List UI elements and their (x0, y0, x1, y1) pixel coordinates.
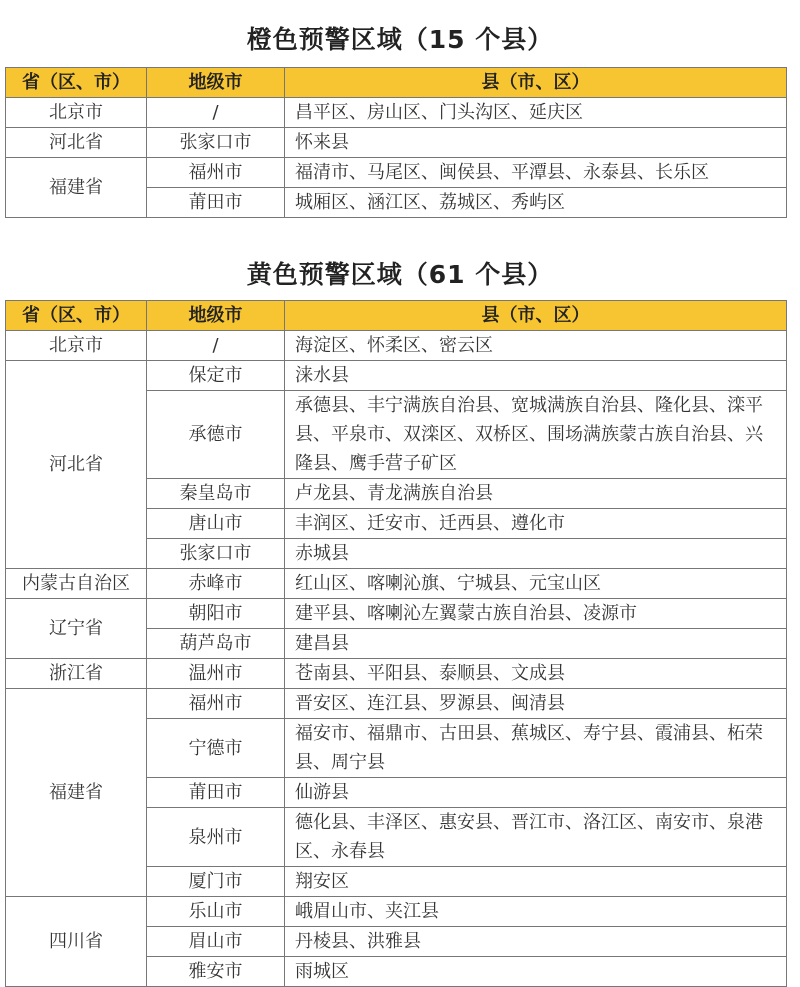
city-cell: 朝阳市 (147, 599, 285, 629)
table-row (6, 361, 787, 391)
counties-cell: 承德县、丰宁满族自治县、宽城满族自治县、隆化县、滦平县、平泉市、双滦区、双桥区、围场满族蒙古族自治县、兴隆县、鹰手营子矿区 (285, 391, 787, 479)
city-cell: 眉山市 (147, 927, 285, 957)
city-cell: 葫芦岛市 (147, 629, 285, 659)
counties-cell: 福清市、马尾区、闽侯县、平潭县、永泰县、长乐区 (285, 158, 787, 188)
table-header-row (6, 301, 787, 331)
province-cell: 辽宁省 (6, 599, 147, 659)
city-cell: 秦皇岛市 (147, 479, 285, 509)
table-row (6, 98, 787, 128)
header-counties: 县（市、区） (285, 68, 787, 98)
header-counties: 县（市、区） (285, 301, 787, 331)
province-cell: 北京市 (6, 98, 147, 128)
table-row (6, 897, 787, 927)
counties-cell: 福安市、福鼎市、古田县、蕉城区、寿宁县、霞浦县、柘荣县、周宁县 (285, 719, 787, 778)
yellow-warning-table (5, 300, 787, 987)
counties-cell: 建平县、喀喇沁左翼蒙古族自治县、凌源市 (285, 599, 787, 629)
counties-cell: 海淀区、怀柔区、密云区 (285, 331, 787, 361)
city-cell: 厦门市 (147, 867, 285, 897)
city-cell: / (147, 331, 285, 361)
header-city: 地级市 (147, 301, 285, 331)
city-cell: 唐山市 (147, 509, 285, 539)
counties-cell: 赤城县 (285, 539, 787, 569)
counties-cell: 德化县、丰泽区、惠安县、晋江市、洛江区、南安市、泉港区、永春县 (285, 808, 787, 867)
city-cell: 泉州市 (147, 808, 285, 867)
counties-cell: 怀来县 (285, 128, 787, 158)
city-cell: 张家口市 (147, 539, 285, 569)
counties-cell: 昌平区、房山区、门头沟区、延庆区 (285, 98, 787, 128)
counties-cell: 建昌县 (285, 629, 787, 659)
orange-warning-title: 橙色预警区域（15 个县） (246, 25, 554, 54)
counties-cell: 丰润区、迁安市、迁西县、遵化市 (285, 509, 787, 539)
city-cell: 乐山市 (147, 897, 285, 927)
city-cell: 张家口市 (147, 128, 285, 158)
counties-cell: 红山区、喀喇沁旗、宁城县、元宝山区 (285, 569, 787, 599)
counties-cell: 丹棱县、洪雅县 (285, 927, 787, 957)
counties-cell: 翔安区 (285, 867, 787, 897)
header-city: 地级市 (147, 68, 285, 98)
counties-cell: 城厢区、涵江区、荔城区、秀屿区 (285, 188, 787, 218)
city-cell: 莆田市 (147, 188, 285, 218)
city-cell: 莆田市 (147, 778, 285, 808)
province-cell: 内蒙古自治区 (6, 569, 147, 599)
city-cell: 保定市 (147, 361, 285, 391)
counties-cell: 晋安区、连江县、罗源县、闽清县 (285, 689, 787, 719)
province-cell: 福建省 (6, 158, 147, 218)
counties-cell: 苍南县、平阳县、泰顺县、文成县 (285, 659, 787, 689)
yellow-warning-title: 黄色预警区域（61 个县） (246, 260, 554, 289)
table-row (6, 689, 787, 719)
province-cell: 福建省 (6, 689, 147, 897)
city-cell: 宁德市 (147, 719, 285, 778)
table-row (6, 331, 787, 361)
counties-cell: 卢龙县、青龙满族自治县 (285, 479, 787, 509)
orange-warning-table (5, 67, 787, 218)
city-cell: 福州市 (147, 689, 285, 719)
city-cell: 福州市 (147, 158, 285, 188)
city-cell: 承德市 (147, 391, 285, 479)
table-row (6, 158, 787, 188)
table-row (6, 569, 787, 599)
city-cell: / (147, 98, 285, 128)
city-cell: 赤峰市 (147, 569, 285, 599)
header-province: 省（区、市） (6, 301, 147, 331)
province-cell: 河北省 (6, 361, 147, 569)
table-row (6, 599, 787, 629)
counties-cell: 仙游县 (285, 778, 787, 808)
table-row (6, 659, 787, 689)
city-cell: 温州市 (147, 659, 285, 689)
province-cell: 四川省 (6, 897, 147, 987)
province-cell: 北京市 (6, 331, 147, 361)
table-header-row (6, 68, 787, 98)
city-cell: 雅安市 (147, 957, 285, 987)
counties-cell: 雨城区 (285, 957, 787, 987)
province-cell: 河北省 (6, 128, 147, 158)
counties-cell: 涞水县 (285, 361, 787, 391)
counties-cell: 峨眉山市、夹江县 (285, 897, 787, 927)
table-row (6, 128, 787, 158)
province-cell: 浙江省 (6, 659, 147, 689)
header-province: 省（区、市） (6, 68, 147, 98)
